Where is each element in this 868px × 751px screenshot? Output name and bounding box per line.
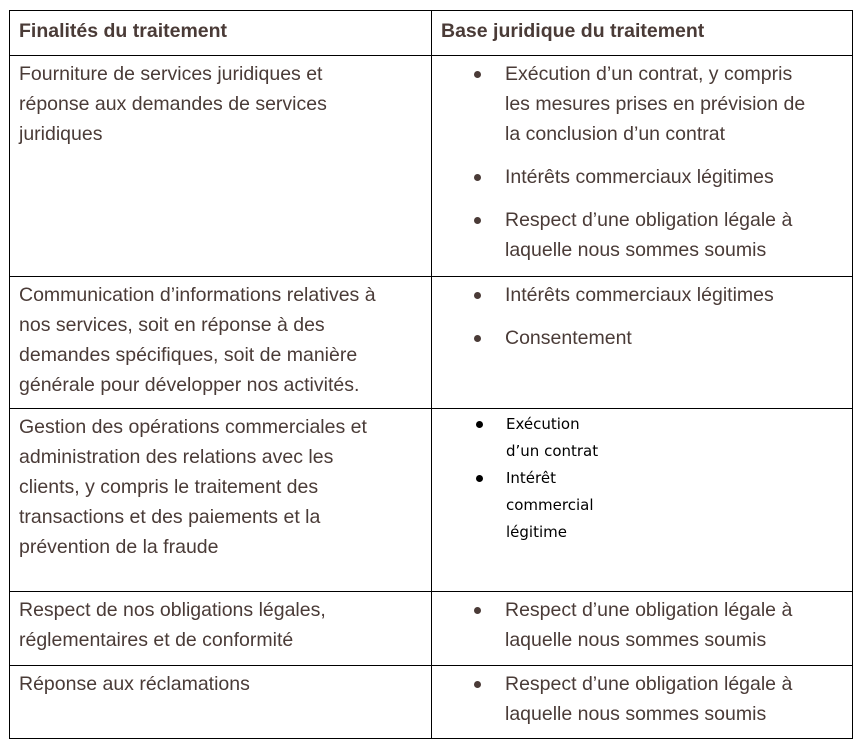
bullet-icon	[474, 681, 481, 688]
basis-line: Exécution d’un contrat, y compris	[505, 63, 793, 85]
bullet-icon	[474, 174, 481, 181]
basis-item	[441, 59, 843, 149]
basis-line: Respect d’une obligation légale à	[505, 209, 793, 231]
purpose-line: réglementaires et de conformité	[19, 629, 294, 651]
table-header-row	[10, 11, 852, 55]
bullet-icon	[476, 475, 483, 482]
purpose-line: transactions et des paiements et la	[19, 506, 321, 528]
basis-cell	[432, 592, 852, 665]
purpose-line: juridiques	[19, 123, 103, 145]
purpose-cell	[10, 592, 432, 665]
purpose-line: prévention de la fraude	[19, 536, 219, 558]
basis-line: laquelle nous sommes soumis	[505, 629, 767, 651]
basis-item	[472, 411, 843, 465]
purpose-cell	[10, 277, 432, 408]
basis-item	[441, 162, 843, 192]
purpose-line: générale pour développer nos activités.	[19, 374, 360, 396]
purpose-line: Gestion des opérations commerciales et	[19, 416, 367, 438]
basis-line: commercial	[506, 496, 594, 514]
table-row	[10, 408, 852, 591]
basis-cell	[432, 409, 852, 591]
basis-line: Intérêt	[506, 469, 556, 487]
basis-cell	[432, 666, 852, 738]
purpose-line: administration des relations avec les	[19, 446, 334, 468]
basis-item	[441, 669, 843, 729]
basis-line: les mesures prises en prévision de	[505, 93, 806, 115]
basis-line: Respect d’une obligation légale à	[505, 673, 793, 695]
basis-line: laquelle nous sommes soumis	[505, 239, 767, 261]
basis-item	[441, 323, 843, 353]
basis-line: laquelle nous sommes soumis	[505, 703, 767, 725]
basis-item	[441, 280, 843, 310]
basis-line: Consentement	[505, 327, 632, 349]
basis-line: légitime	[506, 523, 567, 541]
basis-line: d’un contrat	[506, 442, 599, 460]
bullet-icon	[474, 335, 481, 342]
basis-line: la conclusion d’un contrat	[505, 123, 726, 145]
table-row	[10, 665, 852, 738]
purpose-line: Réponse aux réclamations	[19, 673, 250, 695]
bullet-icon	[474, 217, 481, 224]
table-row	[10, 276, 852, 408]
header-legal-basis: Base juridique du traitement	[441, 20, 705, 42]
basis-item	[441, 595, 843, 655]
basis-line: Intérêts commerciaux légitimes	[505, 284, 774, 306]
basis-line: Exécution	[506, 415, 580, 433]
basis-item	[472, 465, 843, 546]
purpose-cell	[10, 56, 432, 276]
bullet-icon	[474, 607, 481, 614]
header-purpose: Finalités du traitement	[10, 11, 432, 55]
basis-list	[441, 669, 843, 729]
bullet-icon	[474, 292, 481, 299]
table-row	[10, 591, 852, 665]
basis-line: Intérêts commerciaux légitimes	[505, 166, 774, 188]
purpose-line: clients, y compris le traitement des	[19, 476, 319, 498]
purpose-line: Fourniture de services juridiques et	[19, 63, 323, 85]
purpose-line: réponse aux demandes de services	[19, 93, 327, 115]
purpose-line: Communication d’informations relatives à	[19, 284, 376, 306]
basis-list	[472, 411, 843, 546]
purpose-cell	[10, 666, 432, 738]
basis-list	[441, 59, 843, 265]
basis-cell	[432, 277, 852, 408]
purpose-line: nos services, soit en réponse à des	[19, 314, 325, 336]
basis-item	[441, 205, 843, 265]
legal-basis-table	[9, 10, 853, 739]
purpose-line: Respect de nos obligations légales,	[19, 599, 326, 621]
basis-line: Respect d’une obligation légale à	[505, 599, 793, 621]
purpose-line: demandes spécifiques, soit de manière	[19, 344, 358, 366]
basis-list	[441, 280, 843, 353]
bullet-icon	[474, 71, 481, 78]
basis-cell	[432, 56, 852, 276]
purpose-cell	[10, 409, 432, 591]
basis-list	[441, 595, 843, 655]
bullet-icon	[476, 421, 483, 428]
table-row	[10, 55, 852, 276]
